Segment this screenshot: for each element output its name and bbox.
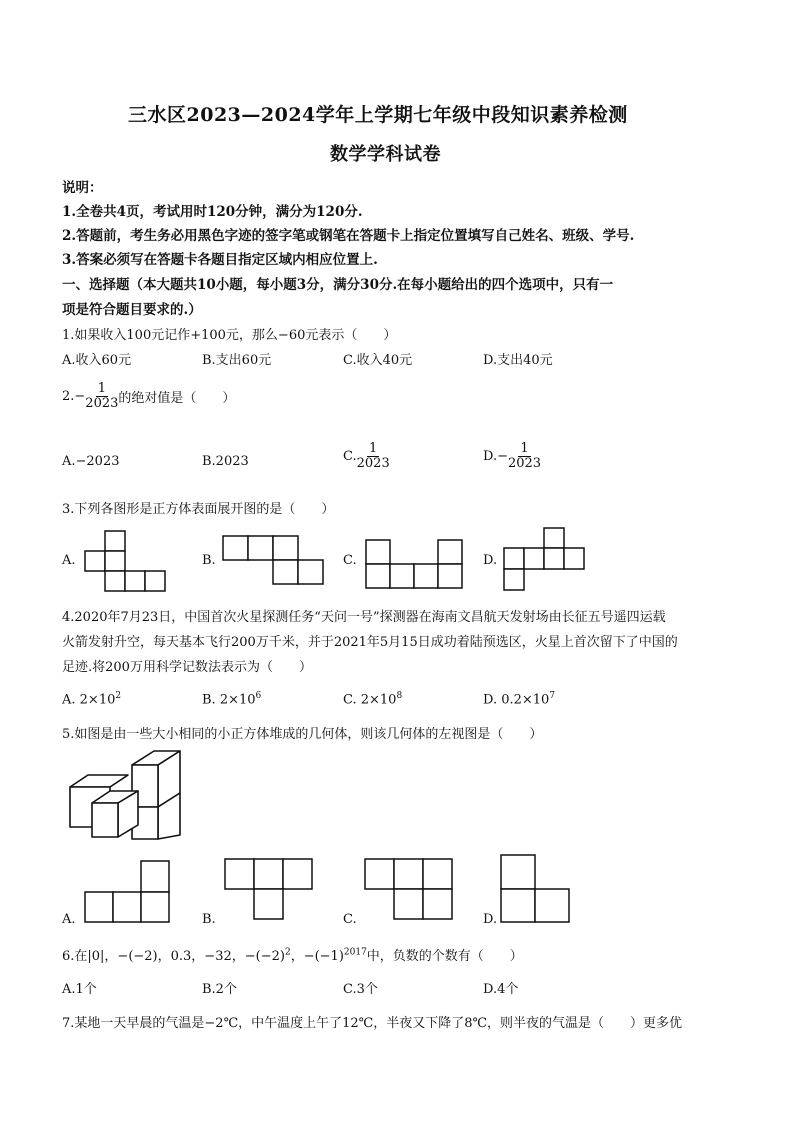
question-1-stem: 1.如果收入100元记作+100元，那么−60元表示（ ）	[62, 328, 397, 343]
q2-option-a: A.−2023	[62, 454, 120, 469]
q5-label-a: A.	[62, 912, 76, 927]
q4-option-c	[343, 691, 402, 707]
fraction-num: 1	[369, 441, 378, 456]
instructions-label: 说明：	[62, 180, 103, 196]
question-5-stem: 5.如图是由一些大小相同的小正方体堆成的几何体，则该几何体的左视图是（ ）	[62, 727, 543, 742]
q6-part-1: 6.在|0|，−(−2)，0.3，−32，−(−2)	[62, 949, 285, 964]
q5-view-c	[364, 858, 454, 920]
q4-option-b-exp: 6	[255, 691, 262, 701]
q5-solid-figure	[66, 745, 186, 841]
q2-option-d	[483, 442, 541, 472]
fraction-den: 2023	[356, 456, 390, 472]
q4-option-c-exp: 8	[396, 691, 403, 701]
q2-fraction	[85, 382, 118, 412]
q3-label-a: A.	[62, 553, 76, 568]
q3-net-b	[222, 535, 326, 585]
section-heading-cont: 项是符合题目要求的.）	[62, 302, 202, 318]
question-4-line2: 火箭发射升空，每天基本飞行200万千米，并于2021年5月15日成功着陆预选区，火星上首次留下了中国的	[62, 635, 678, 650]
q2-option-b: B.2023	[202, 454, 249, 469]
q6-exponent-1: 2	[284, 947, 291, 958]
q3-net-d	[503, 527, 585, 591]
q6-option-b: B.2个	[202, 982, 237, 997]
q5-view-b	[224, 858, 314, 920]
instruction-item: 1.全卷共4页，考试用时120分钟，满分为120分.	[62, 204, 363, 220]
q2-option-c-label: C.	[343, 449, 357, 465]
q5-view-a	[84, 860, 170, 924]
q4-option-d-label: D. 0.2×10	[483, 692, 550, 708]
q4-option-b	[202, 691, 261, 707]
q2-option-c-fraction	[357, 442, 390, 472]
q3-net-c	[365, 539, 465, 589]
q6-option-a: A.1个	[62, 982, 97, 997]
q3-label-c: C.	[343, 553, 357, 568]
q5-label-c: C.	[343, 912, 357, 927]
q6-part-2: ，−(−1)	[290, 949, 344, 964]
q5-label-d: D.	[483, 912, 498, 927]
q4-option-a-exp: 2	[115, 691, 122, 701]
q2-option-d-fraction	[508, 442, 541, 472]
q2-prefix: 2.−	[62, 389, 86, 405]
exam-title: 三水区2023—2024学年上学期七年级中段知识素养检测	[128, 104, 628, 126]
section-heading: 一、选择题（本大题共10小题，每小题3分，满分30分.在每小题给出的四个选项中，只有一	[62, 277, 614, 293]
q4-option-d-exp: 7	[549, 691, 556, 701]
q4-option-c-label: C. 2×10	[343, 692, 397, 708]
q4-option-d	[483, 691, 555, 707]
q5-view-d	[500, 854, 572, 924]
q6-exponent-2: 2017	[343, 947, 367, 958]
q2-option-c	[343, 442, 390, 472]
exam-subtitle: 数学学科试卷	[330, 144, 441, 165]
q4-option-a-label: A. 2×10	[62, 692, 116, 708]
q3-label-d: D.	[483, 553, 498, 568]
q4-option-a	[62, 691, 121, 707]
q6-part-3: 中，负数的个数有（ ）	[366, 949, 523, 964]
fraction-den: 2023	[507, 456, 542, 472]
fraction-num: 1	[520, 441, 529, 456]
q1-option-c: C.收入40元	[343, 353, 413, 368]
question-4-line3: 足迹.将200万用科学记数法表示为（ ）	[62, 660, 312, 675]
question-2-stem	[62, 382, 235, 412]
question-6-stem	[62, 945, 523, 964]
q1-option-b: B.支出60元	[202, 353, 272, 368]
q2-fraction-num: 1	[97, 381, 106, 396]
q2-option-d-label: D.−	[483, 449, 508, 465]
q5-label-b: B.	[202, 912, 216, 927]
question-7-stem: 7.某地一天早晨的气温是−2℃，中午温度上午了12℃，半夜又下降了8℃，则半夜的气温是（ ）更多优	[62, 1016, 683, 1031]
question-3-stem: 3.下列各图形是正方体表面展开图的是（ ）	[62, 502, 335, 517]
q6-option-c: C.3个	[343, 982, 378, 997]
q2-suffix: 的绝对值是（ ）	[118, 391, 236, 407]
q2-fraction-den: 2023	[85, 396, 119, 412]
q1-option-d: D.支出40元	[483, 353, 553, 368]
instruction-item: 3.答案必须写在答题卡各题目指定区域内相应位置上.	[62, 252, 378, 268]
question-4-line1: 4.2020年7月23日，中国首次火星探测任务“天问一号”探测器在海南文昌航天发射场由长征五号遥四运载	[62, 610, 666, 625]
q4-option-b-label: B. 2×10	[202, 692, 256, 708]
q3-net-a	[84, 530, 166, 592]
q3-label-b: B.	[202, 553, 216, 568]
q1-option-a: A.收入60元	[62, 353, 132, 368]
instruction-item: 2.答题前，考生务必用黑色字迹的签字笔或钢笔在答题卡上指定位置填写自己姓名、班级、学号.	[62, 228, 635, 244]
q6-option-d: D.4个	[483, 982, 519, 997]
